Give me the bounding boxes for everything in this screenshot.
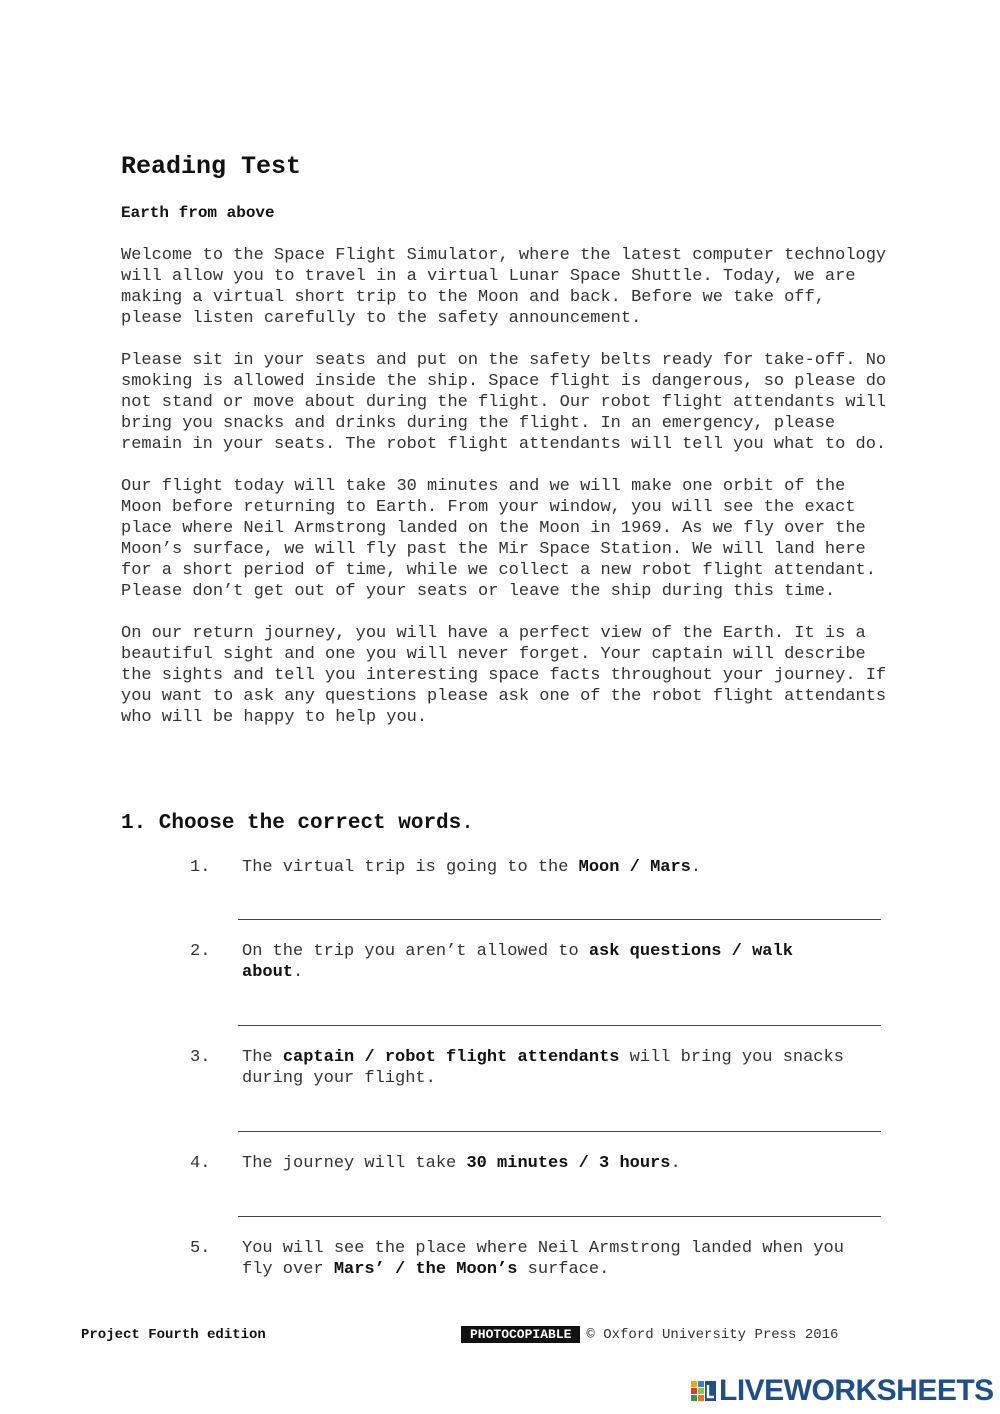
question-number: 3. [190,1048,211,1067]
liveworksheets-brand[interactable] [690,1374,994,1408]
question-text-before: The journey will take [242,1154,467,1173]
answer-line-1[interactable] [238,919,881,920]
reading-passage [121,245,891,749]
passage-paragraph: Please sit in your seats and put on the safety belts ready for take-off. No smoking is allowed inside the ship. Space flight is dangerous, so please do not stand or move about during the flight. Our robot flight attendants will bring you snacks and drinks during the flight. In an emergency, please remain in your seats. The robot flight attendants will tell you what to do. [121,351,887,454]
passage-paragraph: Welcome to the Space Flight Simulator, where the latest computer technology will allow you to travel in a virtual Lunar Space Shuttle. Today, we are making a virtual short trip to the Moon and back. Before we take off, please listen carefully to the safety announcement. [121,246,887,328]
answer-line-2[interactable] [238,1025,881,1026]
passage-paragraph: Our flight today will take 30 minutes and we will make one orbit of the Moon before returning to Earth. From your window, you will see the exact place where Neil Armstrong landed on the Moon in 1969. As we fly over the Moon’s surface, we will fly past the Mir Space Station. We will land here for a short period of time, while we collect a new robot flight attendant. Please don’t get out of your seats or leave the ship during this time. [121,477,876,601]
question-choice[interactable]: ask questions / walk about [242,942,793,982]
question-number: 2. [190,942,211,961]
question-text-before: On the trip you aren’t allowed to [242,942,589,961]
answer-line-4[interactable] [238,1216,881,1217]
question-text-before: The virtual trip is going to the [242,858,579,877]
question-text-after: surface. [517,1260,610,1279]
question-text [242,857,862,878]
question-text [242,1153,862,1174]
question-text [242,1047,862,1089]
liveworksheets-wordmark: LIVEWORKSHEETS [719,1374,994,1407]
question-text-after: . [670,1154,681,1173]
photocopiable-badge: PHOTOCOPIABLE [461,1326,580,1343]
exercise-heading-period: . [461,812,474,835]
answer-line-3[interactable] [238,1131,881,1132]
question-text [242,1238,862,1280]
question-choice[interactable]: Moon / Mars [578,858,691,877]
question-choice[interactable]: Mars’ / the Moon’s [333,1260,518,1279]
exercise-heading [121,810,474,838]
question-text-before: You will see the place where Neil Armstrong landed when you fly over [242,1239,844,1279]
footer-copyright: © Oxford University Press 2016 [586,1327,839,1343]
footer-edition: Project Fourth edition [81,1327,266,1343]
question-choice[interactable]: 30 minutes / 3 hours [466,1154,671,1173]
question-number: 1. [190,858,211,877]
passage-subtitle: Earth from above [121,204,275,222]
question-number: 4. [190,1154,211,1173]
question-text-after: . [293,963,304,982]
exercise-heading-text: 1. Choose the correct words [121,812,462,835]
question-number: 5. [190,1239,211,1258]
question-text-after: will bring you snacks during your flight. [242,1048,844,1088]
footer-copyright-block [461,1326,838,1344]
question-choice[interactable]: captain / robot flight attendants [282,1048,620,1067]
passage-paragraph: On our return journey, you will have a perfect view of the Earth. It is a beautiful sight and one you will never forget. Your captain will describe the sights and tell you interesting space facts throughout your journey. If you want to ask any questions please ask one of the robot flight attendants who will be happy to help you. [121,624,887,727]
question-text-after: . [690,858,702,877]
question-text [242,941,862,983]
page-title: Reading Test [121,152,302,181]
question-text-before: The [242,1048,283,1067]
liveworksheets-logo-icon [690,1377,718,1405]
